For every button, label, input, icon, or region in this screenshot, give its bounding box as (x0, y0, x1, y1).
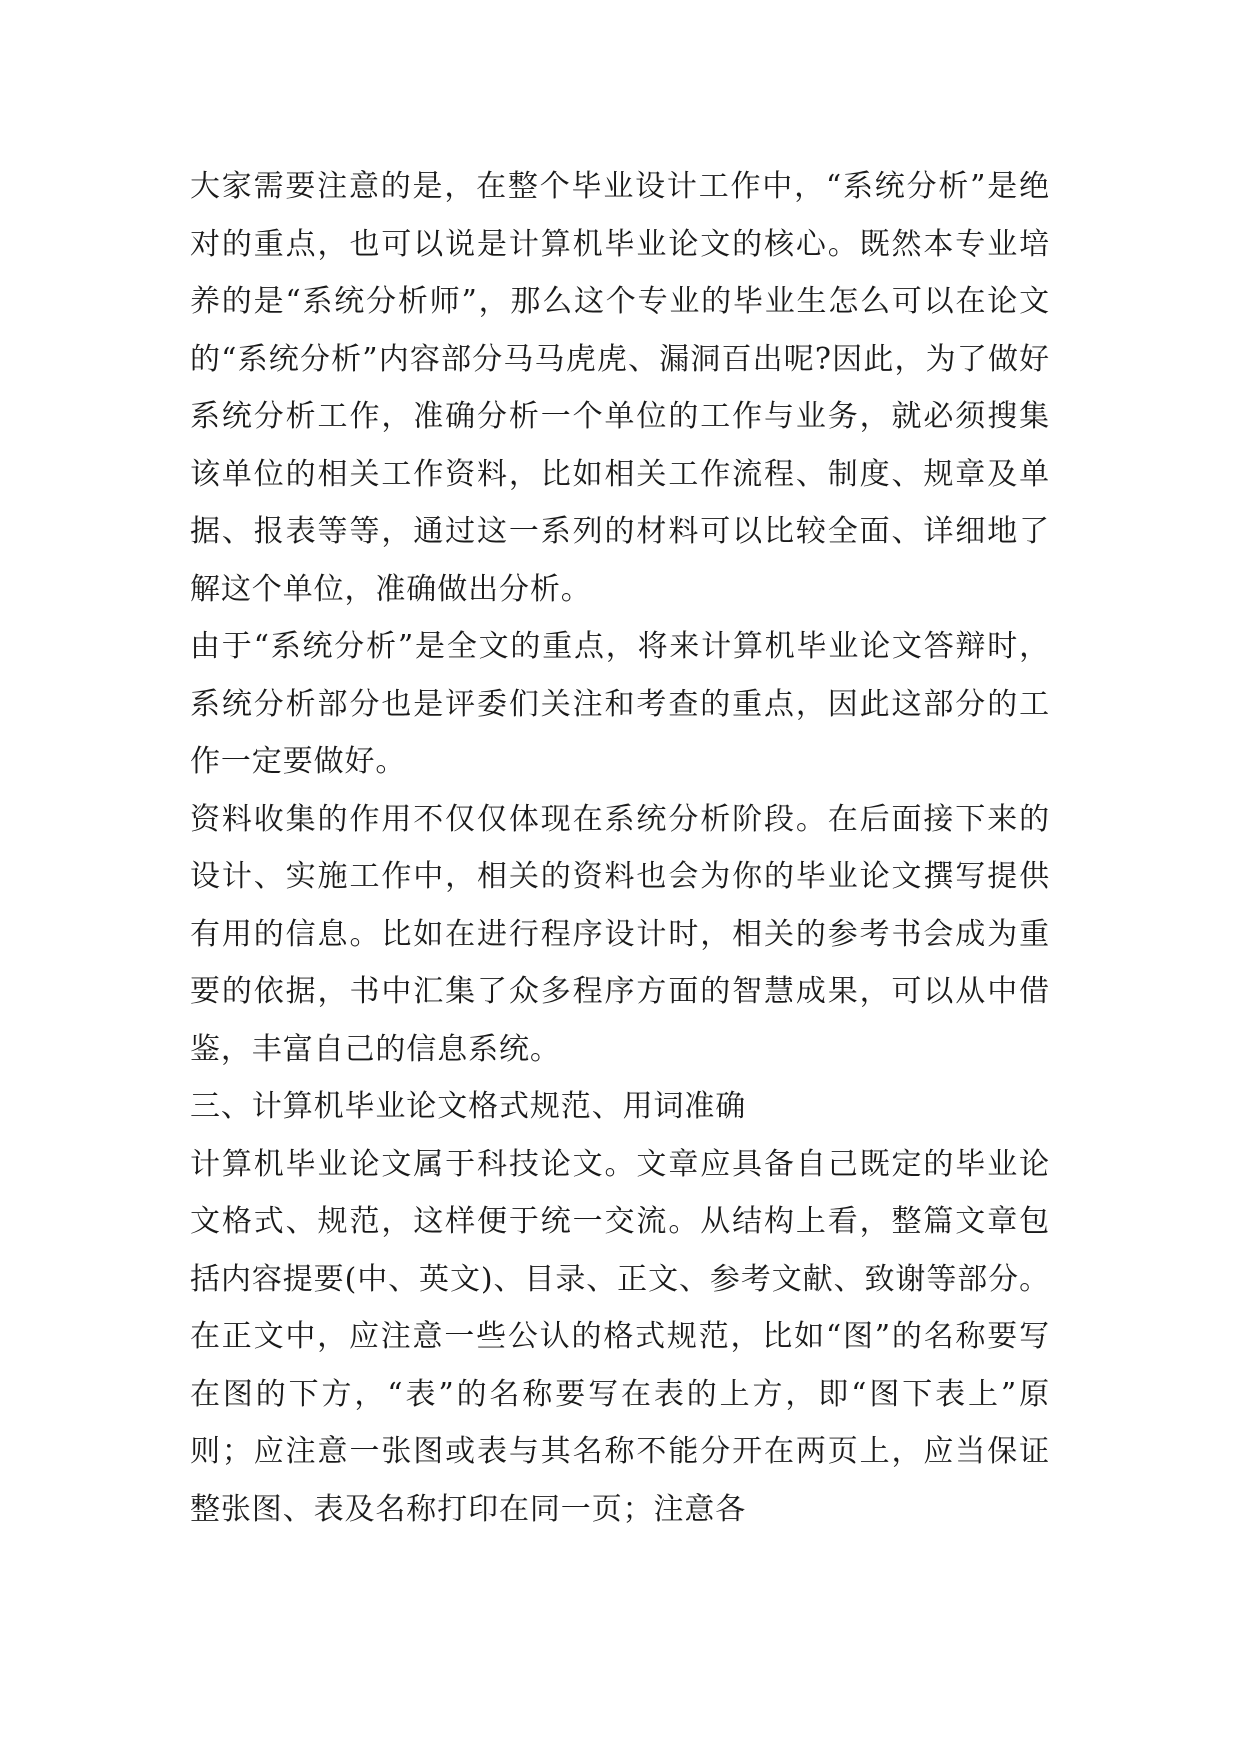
document-body (190, 158, 1050, 1538)
section-heading-format: 三、计算机毕业论文格式规范、用词准确 (190, 1089, 747, 1124)
paragraph-system-analysis: 大家需要注意的是，在整个毕业设计工作中，“系统分析”是绝对的重点，也可以说是计算机毕业论文的核心。既然本专业培养的是“系统分析师”，那么这个专业的毕业生怎么可以在论文的“系统分析”内容部分马马虎虎、漏洞百出呢?因此，为了做好系统分析工作，准确分析一个单位的工作与业务，就必须搜集该单位的相关工作资料，比如相关工作流程、制度、规章及单据、报表等等，通过这一系列的材料可以比较全面、详细地了解这个单位，准确做出分析。 (190, 169, 1050, 607)
paragraph-defense-focus: 由于“系统分析”是全文的重点，将来计算机毕业论文答辩时，系统分析部分也是评委们关注和考查的重点，因此这部分的工作一定要做好。 (190, 629, 1050, 779)
paragraph-data-collection: 资料收集的作用不仅仅体现在系统分析阶段。在后面接下来的设计、实施工作中，相关的资料也会为你的毕业论文撰写提供有用的信息。比如在进行程序设计时，相关的参考书会成为重要的依据，书中汇集了众多程序方面的智慧成果，可以从中借鉴，丰富自己的信息系统。 (190, 801, 1050, 1067)
paragraph-format-rules: 计算机毕业论文属于科技论文。文章应具备自己既定的毕业论文格式、规范，这样便于统一交流。从结构上看，整篇文章包括内容提要(中、英文)、目录、正文、参考文献、致谢等部分。在正文中，应注意一些公认的格式规范，比如“图”的名称要写在图的下方，“表”的名称要写在表的上方，即“图下表上”原则；应注意一张图或表与其名称不能分开在两页上，应当保证整张图、表及名称打印在同一页；注意各 (190, 1146, 1050, 1527)
